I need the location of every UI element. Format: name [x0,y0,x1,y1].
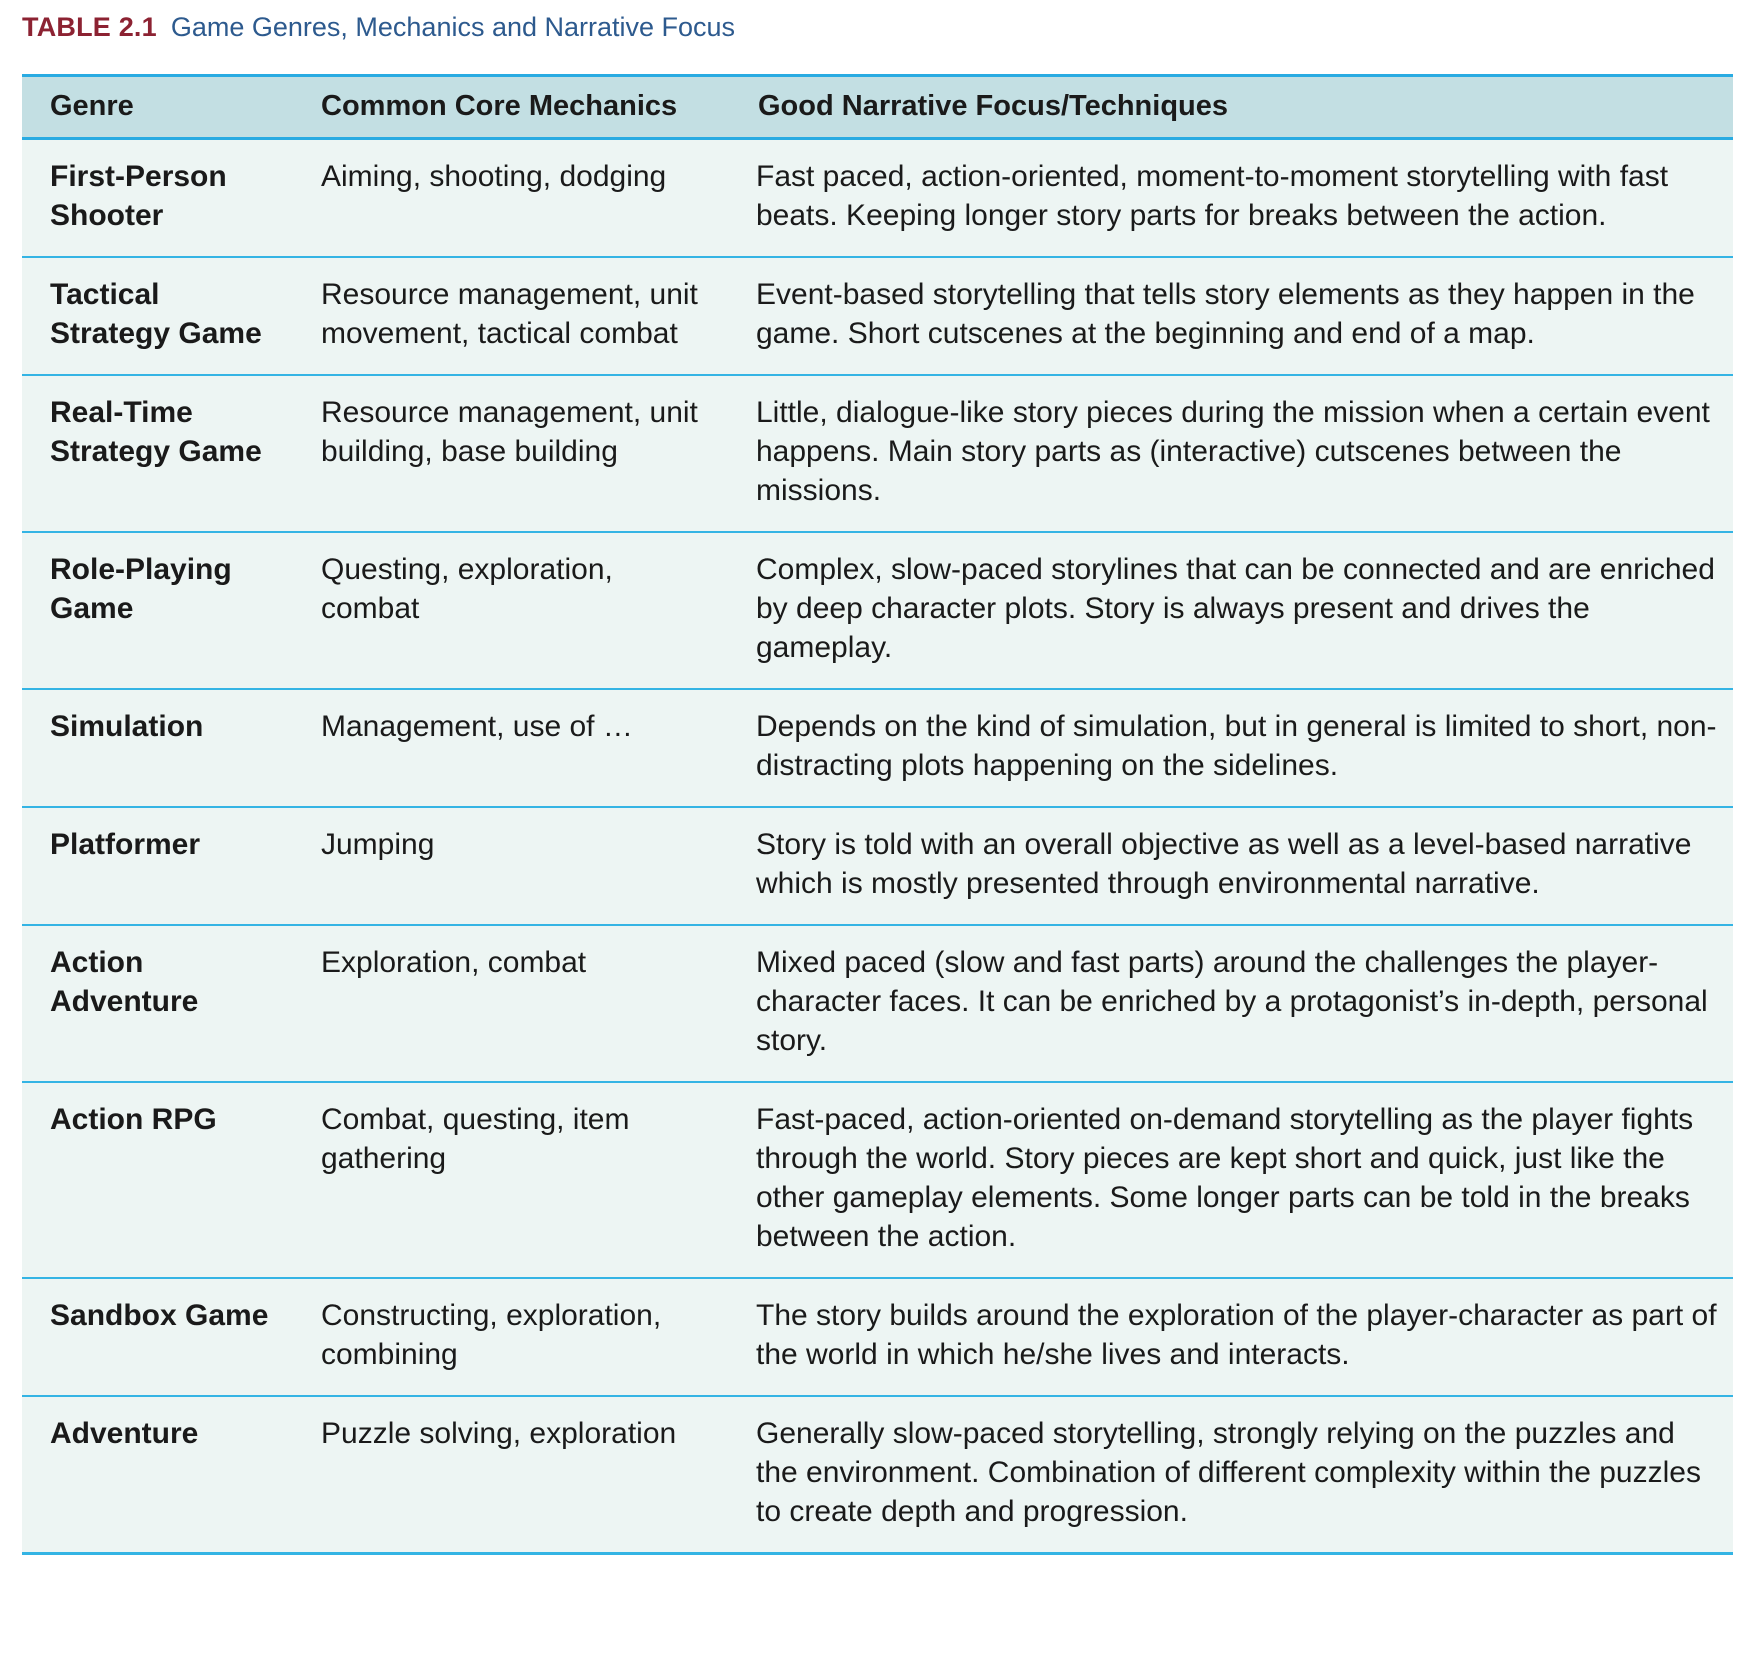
table-caption-label: TABLE 2.1 [22,12,157,42]
table-row [22,807,1733,925]
cell-genre: Sandbox Game [22,1278,293,1396]
table-row [22,1082,1733,1278]
cell-mechanics: Jumping [293,807,730,925]
cell-narrative: Generally slow-paced storytelling, strongly relying on the puzzles and the environment. Combination of different complexity within the puzzles to create depth and progression. [730,1396,1733,1554]
table-header-row [22,76,1733,139]
table-row [22,925,1733,1082]
cell-narrative: Event-based storytelling that tells story elements as they happen in the game. Short cutscenes at the beginning and end of a map. [730,257,1733,375]
cell-mechanics: Resource management, unit movement, tactical combat [293,257,730,375]
cell-genre: Adventure [22,1396,293,1554]
table-caption-title: Game Genres, Mechanics and Narrative Focus [170,12,736,42]
column-header-genre: Genre [22,76,293,139]
cell-genre: First-Person Shooter [22,139,293,258]
table-caption [22,14,735,41]
column-header-narrative: Good Narrative Focus/Techniques [730,76,1733,139]
table-row [22,1278,1733,1396]
cell-genre: Action RPG [22,1082,293,1278]
cell-mechanics: Questing, exploration, combat [293,532,730,689]
table-row [22,532,1733,689]
table-head [22,76,1733,139]
cell-narrative: The story builds around the exploration of the player-character as part of the world in which he/she lives and interacts. [730,1278,1733,1396]
cell-narrative: Fast-paced, action-oriented on-demand storytelling as the player fights through the world. Story pieces are kept short and quick, just like the other gameplay elements. Some longer parts can be told in the breaks between the action. [730,1082,1733,1278]
cell-narrative: Mixed paced (slow and fast parts) around the challenges the player-character faces. It can be enriched by a protagonist’s in-depth, personal story. [730,925,1733,1082]
cell-genre: Action Adventure [22,925,293,1082]
cell-genre: Real-Time Strategy Game [22,375,293,532]
cell-narrative: Story is told with an overall objective as well as a level-based narrative which is mostly presented through environmental narrative. [730,807,1733,925]
table-row [22,1396,1733,1554]
cell-genre: Tactical Strategy Game [22,257,293,375]
cell-mechanics: Combat, questing, item gathering [293,1082,730,1278]
cell-narrative: Fast paced, action-oriented, moment-to-moment storytelling with fast beats. Keeping longer story parts for breaks between the action. [730,139,1733,258]
cell-mechanics: Resource management, unit building, base building [293,375,730,532]
table-row [22,689,1733,807]
cell-genre: Simulation [22,689,293,807]
cell-mechanics: Aiming, shooting, dodging [293,139,730,258]
cell-narrative: Little, dialogue-like story pieces during the mission when a certain event happens. Main story parts as (interactive) cutscenes between the missions. [730,375,1733,532]
cell-narrative: Complex, slow-paced storylines that can be connected and are enriched by deep character plots. Story is always present and drives the gameplay. [730,532,1733,689]
cell-genre: Role-Playing Game [22,532,293,689]
table-row [22,375,1733,532]
cell-mechanics: Exploration, combat [293,925,730,1082]
table-row [22,257,1733,375]
cell-mechanics: Puzzle solving, exploration [293,1396,730,1554]
cell-genre: Platformer [22,807,293,925]
table-row [22,139,1733,258]
cell-narrative: Depends on the kind of simulation, but in general is limited to short, non-distracting plots happening on the sidelines. [730,689,1733,807]
genres-table [22,74,1733,1555]
column-header-mechanics: Common Core Mechanics [293,76,730,139]
table-body [22,139,1733,1554]
cell-mechanics: Management, use of … [293,689,730,807]
cell-mechanics: Constructing, exploration, combining [293,1278,730,1396]
